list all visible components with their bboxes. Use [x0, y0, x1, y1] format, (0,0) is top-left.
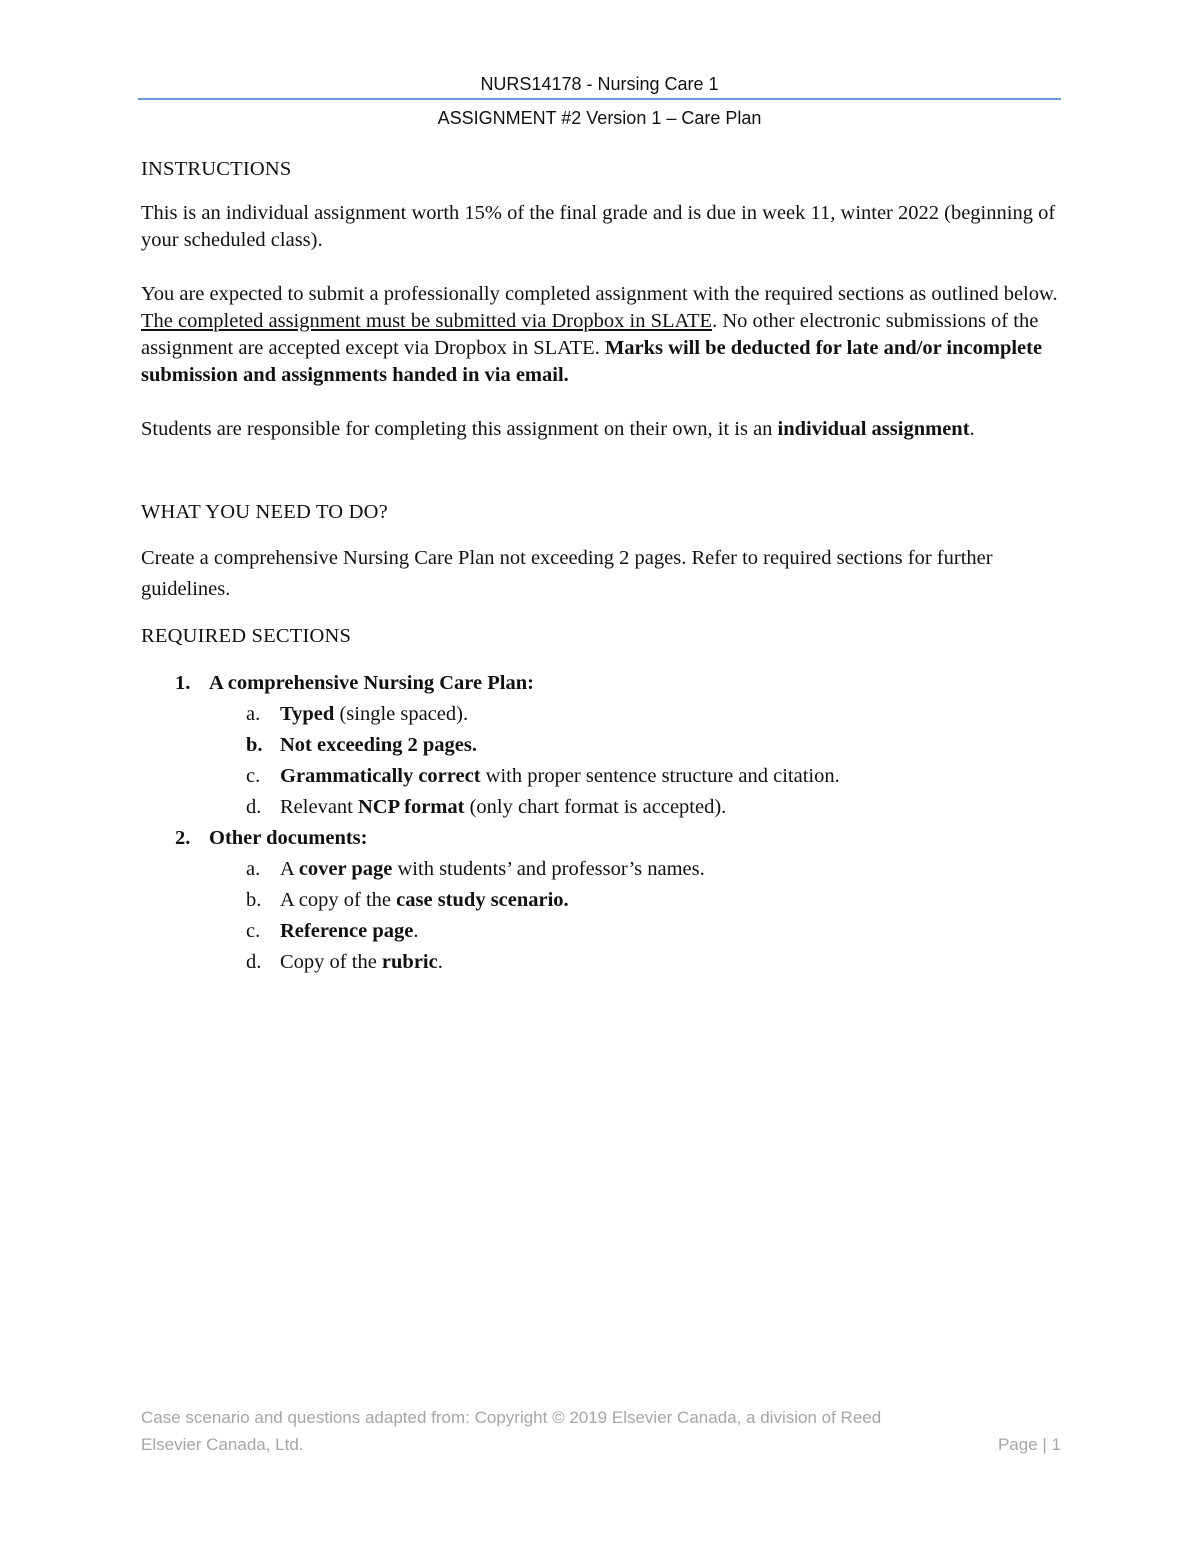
page-header — [138, 72, 1061, 130]
what-to-do-text: Create a comprehensive Nursing Care Plan not exceeding 2 pages. Refer to required sections for further guidelines. — [141, 547, 993, 600]
sub-list-item — [141, 730, 1061, 761]
instructions-paragraph-3 — [141, 416, 1061, 443]
sub-item-emphasis: Grammatically correct — [280, 765, 481, 787]
required-sections-list — [141, 668, 1061, 978]
submission-text: You are expected to submit a professionally completed assignment with the required sections as outlined below. — [141, 283, 1058, 305]
sub-item-text: with proper sentence structure and citation. — [480, 765, 840, 787]
sub-item-emphasis: case study scenario. — [396, 889, 569, 911]
sub-item-emphasis: rubric — [381, 951, 438, 973]
sub-list — [141, 854, 1061, 978]
sub-item-emphasis: cover page — [298, 858, 393, 880]
copyright-line-1: Case scenario and questions adapted from: Copyright © 2019 Elsevier Canada, a division of Reed — [141, 1408, 882, 1427]
sub-item-text: Relevant — [280, 796, 358, 818]
sub-item-emphasis: NCP format — [358, 796, 465, 818]
document-body — [141, 156, 1061, 978]
sub-list-letter: a. — [246, 858, 261, 880]
sub-list-letter: c. — [246, 765, 261, 787]
instructions-paragraph-2 — [141, 281, 1061, 389]
course-title: NURS14178 - Nursing Care 1 — [480, 74, 719, 94]
page-footer — [141, 1404, 1061, 1458]
sub-list-item — [141, 854, 1061, 885]
sub-list-letter: b. — [246, 734, 263, 756]
sub-list-item — [141, 916, 1061, 947]
page-number: Page | 1 — [997, 1435, 1061, 1454]
sub-item-text: with students’ and professor’s names. — [392, 858, 705, 880]
sub-item-emphasis: Reference page — [280, 920, 414, 942]
list-item-label: Other documents: — [209, 827, 368, 849]
required-sections-heading: REQUIRED SECTIONS — [141, 625, 352, 647]
sub-list-item — [141, 699, 1061, 730]
sub-item-text: A — [280, 858, 299, 880]
sub-list-letter: a. — [246, 703, 261, 725]
list-item-label: A comprehensive Nursing Care Plan: — [209, 672, 534, 694]
sub-item-text: A copy of the — [280, 889, 397, 911]
required-section-item — [141, 823, 1061, 978]
instructions-heading: INSTRUCTIONS — [141, 158, 292, 180]
sub-item-text: Copy of the — [280, 951, 382, 973]
sub-list-letter: c. — [246, 920, 261, 942]
required-section-item — [141, 668, 1061, 823]
submission-underlined-text: The completed assignment must be submitted via Dropbox in SLATE — [141, 310, 713, 332]
individual-assignment-emphasis: individual assignment — [777, 418, 970, 440]
sub-list — [141, 699, 1061, 823]
responsibility-text: Students are responsible for completing this assignment on their own, it is an — [141, 418, 778, 440]
sub-item-emphasis: Typed — [280, 703, 335, 725]
sub-item-text: . — [437, 951, 443, 973]
sub-list-item — [141, 947, 1061, 978]
sub-list-letter: d. — [246, 951, 262, 973]
sub-item-text: (single spaced). — [334, 703, 469, 725]
copyright-line-2: Elsevier Canada, Ltd. — [141, 1435, 304, 1454]
sub-list-item — [141, 885, 1061, 916]
responsibility-tail: . — [969, 418, 975, 440]
sub-list-item — [141, 792, 1061, 823]
submission-text-cont: . No other electronic submissions of the assignment are accepted except via Dropbox in SLATE. — [141, 310, 1039, 359]
assignment-title: ASSIGNMENT #2 Version 1 – Care Plan — [437, 108, 762, 128]
what-to-do-heading: WHAT YOU NEED TO DO? — [141, 501, 388, 523]
sub-item-text: . — [413, 920, 419, 942]
sub-item-text: (only chart format is accepted). — [464, 796, 727, 818]
sub-list-letter: b. — [246, 889, 262, 911]
instructions-paragraph-1: This is an individual assignment worth 15% of the final grade and is due in week 11, winter 2022 (beginning of your scheduled class). — [141, 202, 1056, 251]
list-number: 2. — [175, 827, 191, 849]
list-number: 1. — [175, 672, 191, 694]
header-divider — [138, 98, 1061, 100]
sub-list-item — [141, 761, 1061, 792]
sub-list-letter: d. — [246, 796, 262, 818]
sub-item-emphasis: Not exceeding 2 pages. — [280, 734, 478, 756]
late-submission-warning: Marks will be deducted for late and/or incomplete submission and assignments handed in via email. — [141, 337, 1043, 386]
